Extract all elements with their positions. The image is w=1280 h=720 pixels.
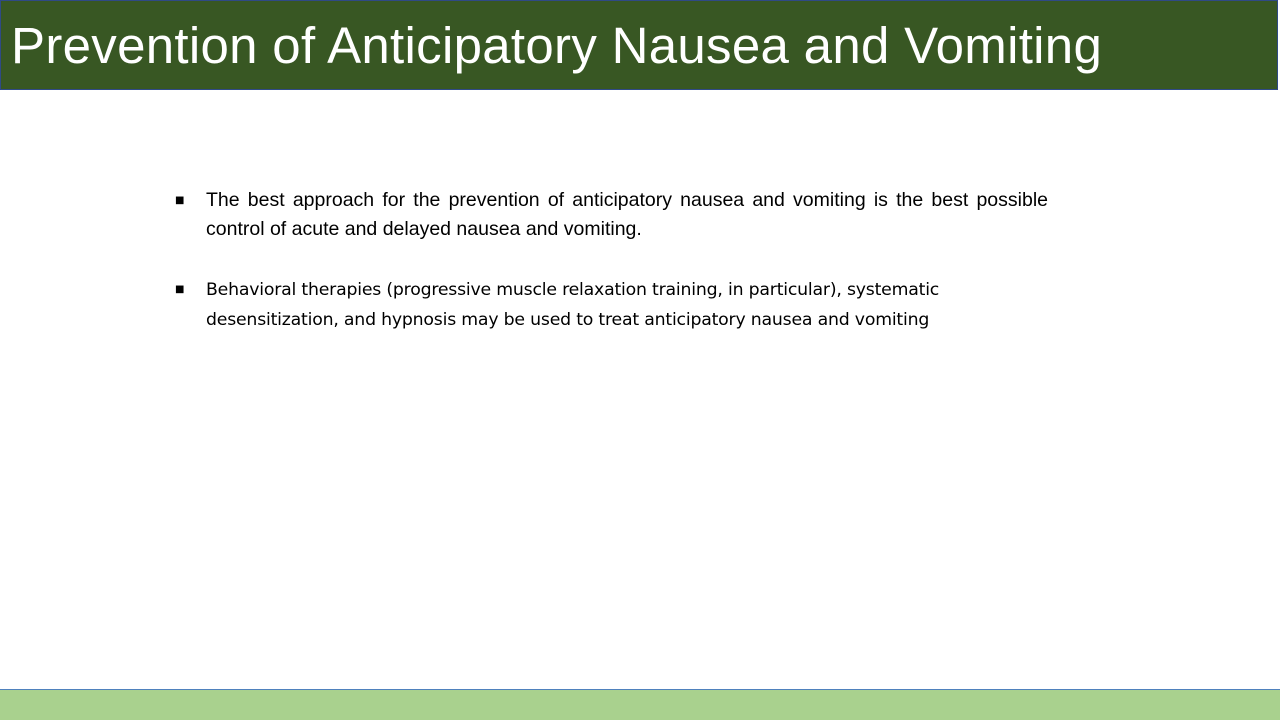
title-bar [0, 0, 1278, 90]
footer-bar [0, 689, 1280, 720]
bullet-item [175, 275, 1050, 335]
square-bullet-icon: ■ [175, 195, 185, 206]
slide-title: Prevention of Anticipatory Nausea and Vomiting [11, 16, 1103, 74]
bullet-text: The best approach for the prevention of anticipatory nausea and vomiting is the best possible control of acute and delayed nausea and vomiting. [206, 189, 1048, 240]
bullet-list [175, 186, 1050, 335]
bullet-text: Behavioral therapies (progressive muscle relaxation training, in particular), systematic desensitization, and hypnosis may be used to treat anticipatory nausea and vomiting [206, 280, 940, 330]
square-bullet-icon: ■ [175, 284, 185, 295]
bullet-item [175, 186, 1050, 244]
